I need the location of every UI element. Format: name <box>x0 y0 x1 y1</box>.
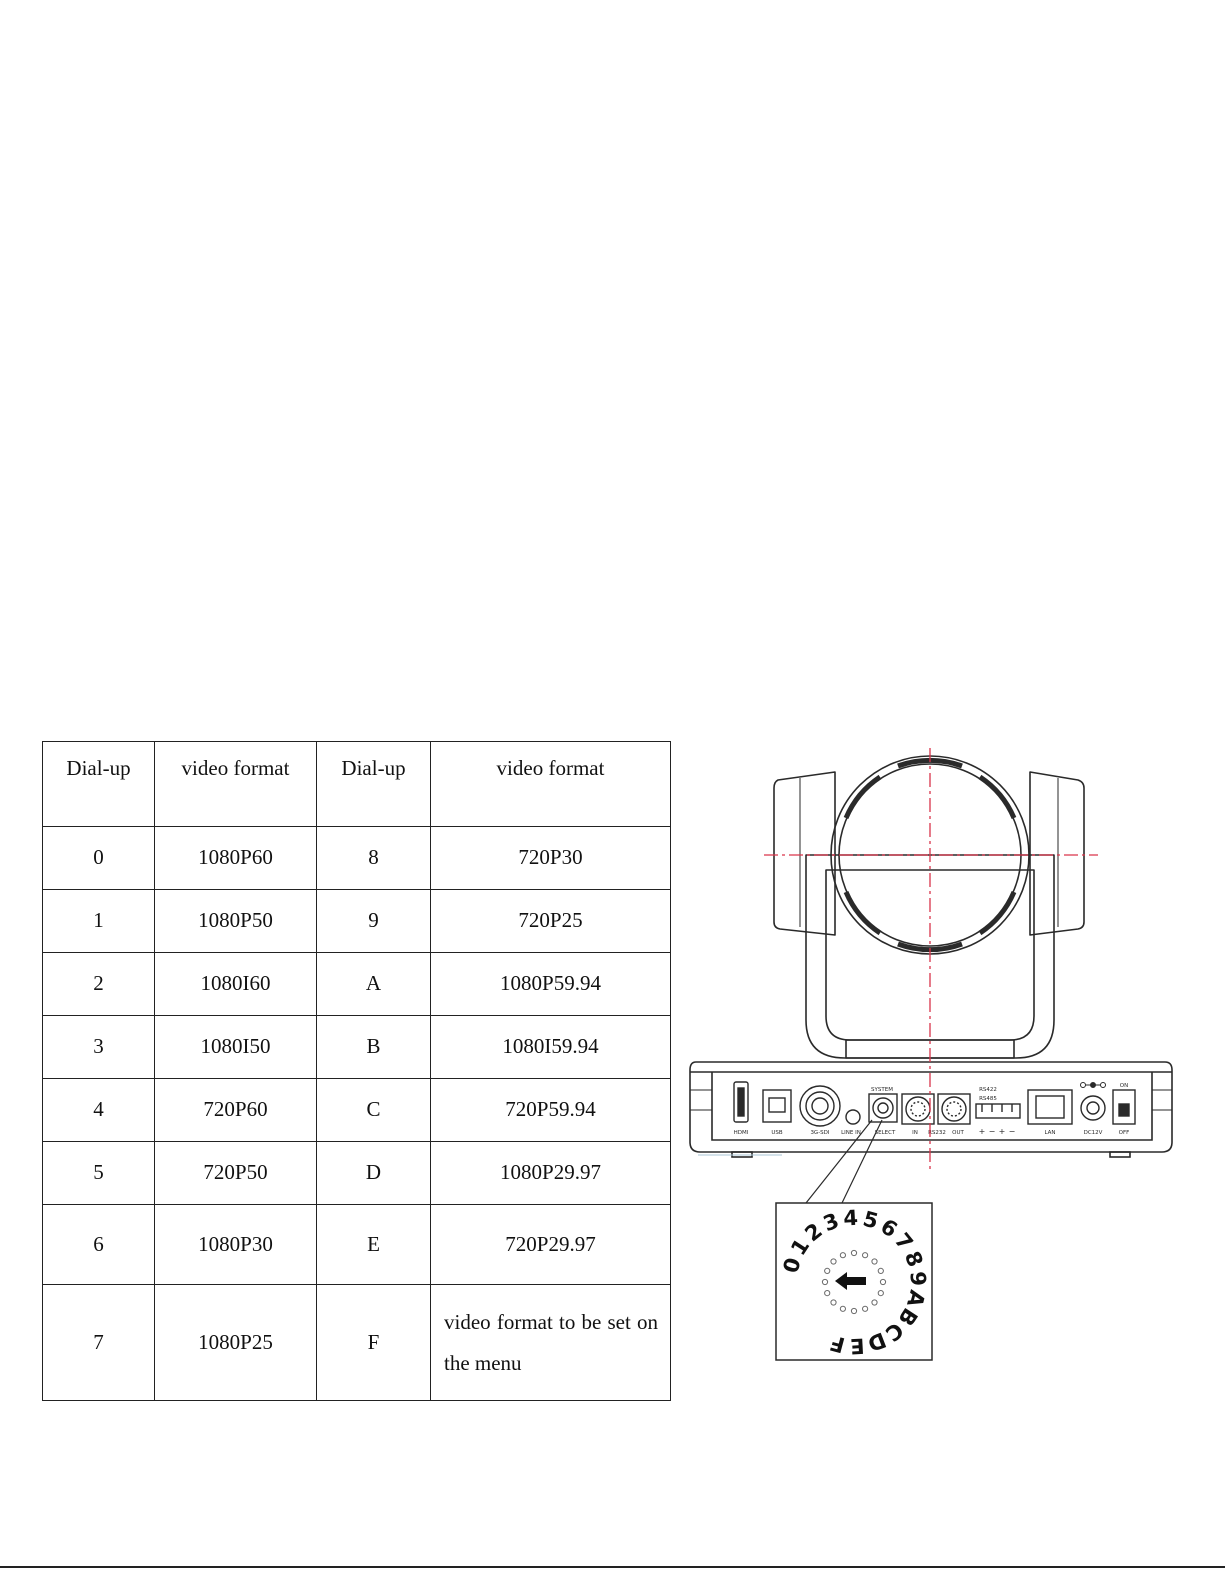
dial-value: C <box>317 1079 431 1142</box>
table-row <box>43 953 671 1016</box>
terminal-sign: − <box>988 1127 996 1136</box>
table-row <box>43 1016 671 1079</box>
port-label: RS232 <box>928 1130 946 1136</box>
dial-value: 0 <box>43 827 155 890</box>
table-row <box>43 827 671 890</box>
dial-digit: 5 <box>860 1206 881 1234</box>
format-value: 1080P50 <box>155 890 317 953</box>
rs232-out-port <box>938 1094 970 1124</box>
dial-value: F <box>317 1285 431 1401</box>
format-value: video format to be set on the menu <box>431 1285 671 1401</box>
dial-digit: 2 <box>800 1218 827 1247</box>
port-label: DC12V <box>1083 1130 1103 1136</box>
line-in-port <box>846 1110 860 1124</box>
port-label: IN <box>912 1130 918 1136</box>
port-header: RS422 <box>979 1087 997 1093</box>
dial-digit: 8 <box>899 1247 928 1271</box>
polarity-icon <box>1081 1083 1106 1088</box>
dial-digit: 7 <box>889 1228 918 1255</box>
table-row <box>43 1142 671 1205</box>
dial-value: 2 <box>43 953 155 1016</box>
format-value: 1080I60 <box>155 953 317 1016</box>
dial-value: 9 <box>317 890 431 953</box>
port-label: 3G-SDI <box>810 1130 830 1136</box>
port-header: ON <box>1119 1083 1129 1089</box>
format-value: 1080P29.97 <box>431 1142 671 1205</box>
dial-value: A <box>317 953 431 1016</box>
dial-digit: 0 <box>778 1255 806 1276</box>
port-label: OFF <box>1118 1130 1130 1136</box>
port-header: RS485 <box>979 1096 997 1102</box>
format-value: 1080I50 <box>155 1016 317 1079</box>
port-label: LAN <box>1044 1130 1056 1136</box>
dial-value: 7 <box>43 1285 155 1401</box>
format-value: 1080P59.94 <box>431 953 671 1016</box>
terminal-sign: + <box>998 1127 1006 1136</box>
dial-digit: 4 <box>842 1205 859 1231</box>
dial-value: E <box>317 1205 431 1285</box>
table-row <box>43 1079 671 1142</box>
dial-digit: 3 <box>819 1208 843 1237</box>
port-label: LINE IN <box>841 1130 861 1136</box>
port-label: OUT <box>952 1130 964 1136</box>
header-dial-up: Dial-up <box>317 742 431 827</box>
format-value: 720P29.97 <box>431 1205 671 1285</box>
table-row <box>43 1205 671 1285</box>
table-row <box>43 890 671 953</box>
dial-value: B <box>317 1016 431 1079</box>
dial-digit: 6 <box>876 1214 902 1243</box>
dial-value: 1 <box>43 890 155 953</box>
rotary-dial-inset <box>776 1203 932 1360</box>
format-value: 1080P60 <box>155 827 317 890</box>
lan-port <box>1028 1090 1072 1124</box>
dial-value: 3 <box>43 1016 155 1079</box>
port-label: SELECT <box>874 1130 896 1136</box>
format-value: 720P25 <box>431 890 671 953</box>
header-dial-up: Dial-up <box>43 742 155 827</box>
dial-value: D <box>317 1142 431 1205</box>
dial-digit: E <box>849 1333 866 1359</box>
format-value: 1080P25 <box>155 1285 317 1401</box>
format-value: 1080P30 <box>155 1205 317 1285</box>
format-value: 1080I59.94 <box>431 1016 671 1079</box>
dc12v-port <box>1081 1096 1105 1120</box>
rs232-in-port <box>902 1094 934 1124</box>
table-header-row <box>43 742 671 827</box>
dial-digit: A <box>902 1287 930 1310</box>
port-label: HDMI <box>733 1130 749 1136</box>
dial-value: 6 <box>43 1205 155 1285</box>
header-video-format: video format <box>155 742 317 827</box>
dial-value: 8 <box>317 827 431 890</box>
camera-rear-diagram <box>686 745 1176 1370</box>
format-value: 720P60 <box>155 1079 317 1142</box>
dial-digit: C <box>880 1317 908 1346</box>
usb-port <box>763 1090 791 1122</box>
format-value: 720P59.94 <box>431 1079 671 1142</box>
page-bottom-rule <box>0 1566 1225 1568</box>
dial-digit: D <box>864 1327 890 1357</box>
dial-digit: 1 <box>786 1234 815 1260</box>
dial-digit: B <box>893 1303 923 1331</box>
terminal-sign: + <box>978 1127 986 1136</box>
terminal-sign: − <box>1008 1127 1016 1136</box>
dial-digit: 9 <box>905 1270 931 1287</box>
camera-base <box>690 1062 1172 1152</box>
format-value: 720P50 <box>155 1142 317 1205</box>
video-format-table <box>42 741 671 1401</box>
port-label: USB <box>771 1130 783 1136</box>
dial-value: 4 <box>43 1079 155 1142</box>
camera-right-housing <box>1030 772 1084 935</box>
port-header: SYSTEM <box>871 1087 893 1093</box>
dial-digit: F <box>827 1330 848 1358</box>
table-row <box>43 1285 671 1401</box>
header-video-format: video format <box>431 742 671 827</box>
dial-value: 5 <box>43 1142 155 1205</box>
format-value: 720P30 <box>431 827 671 890</box>
